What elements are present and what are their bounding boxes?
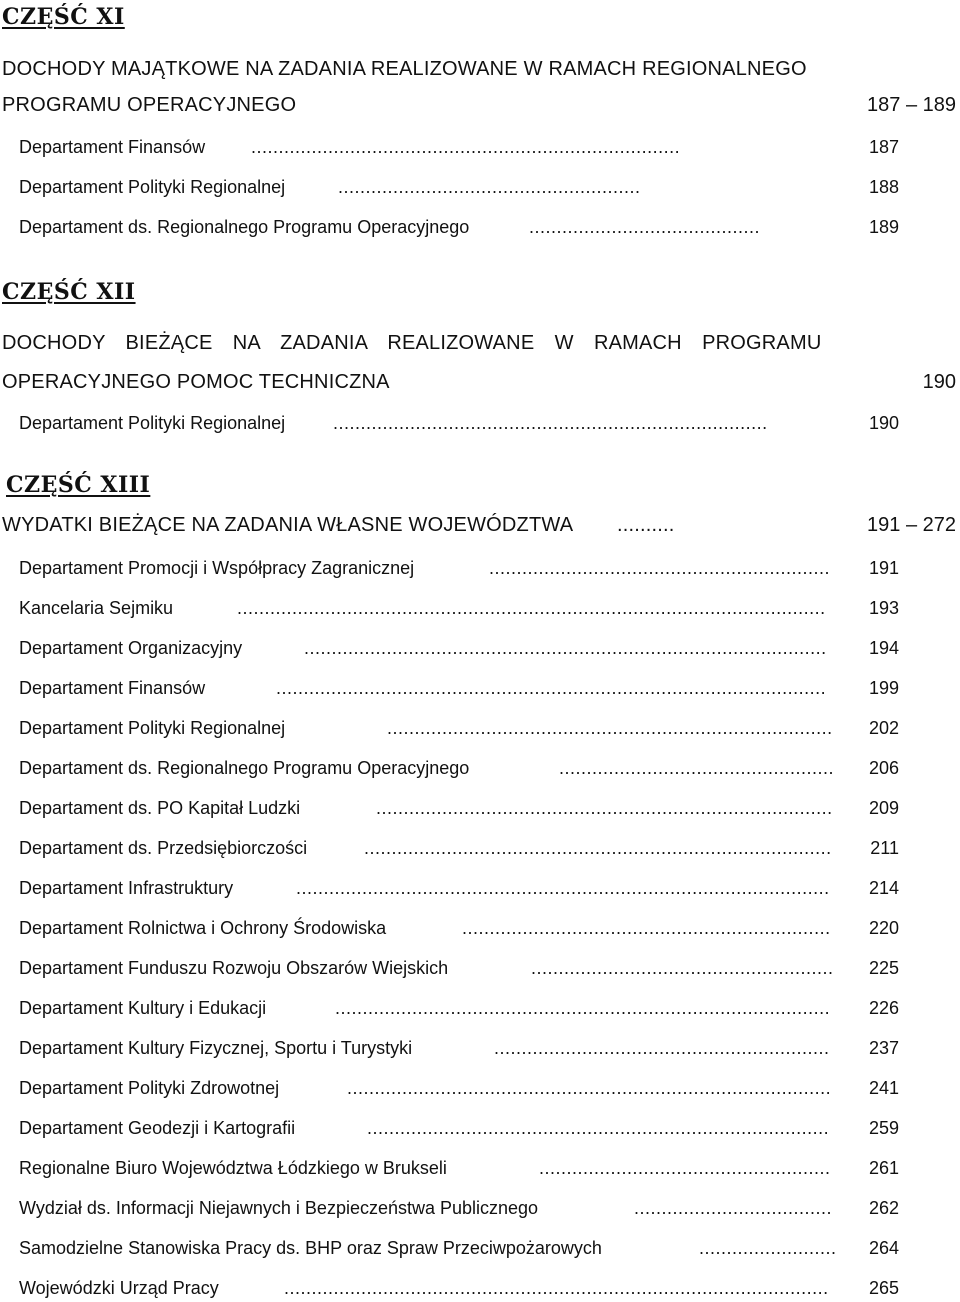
part-title-text: DOCHODY BIEŻĄCE NA ZADANIA REALIZOWANE W RAMACH PROGRAMU bbox=[2, 332, 822, 354]
toc-entry[interactable] bbox=[19, 958, 899, 982]
toc-entry[interactable] bbox=[19, 558, 899, 582]
toc-entry-label: Departament Kultury i Edukacji bbox=[19, 998, 267, 1018]
toc-entry-page: 237 bbox=[868, 1038, 899, 1058]
dot-leader: ............................................................. bbox=[494, 1038, 830, 1058]
part-heading: CZĘŚĆ XII bbox=[2, 279, 136, 305]
part-title-line bbox=[2, 332, 876, 355]
part-page-range: 191 – 272 bbox=[867, 514, 956, 536]
toc-entry-page: 225 bbox=[868, 958, 899, 978]
toc-entry-label: Wojewódzki Urząd Pracy bbox=[19, 1278, 219, 1298]
toc-entry-label: Wydział ds. Informacji Niejawnych i Bezpieczeństwa Publicznego bbox=[19, 1198, 539, 1218]
toc-entry-label: Departament Polityki Zdrowotnej bbox=[19, 1078, 280, 1098]
toc-entry[interactable] bbox=[19, 1238, 899, 1262]
toc-entry-label: Departament Finansów bbox=[19, 137, 206, 157]
toc-entry-label: Departament Finansów bbox=[19, 678, 206, 698]
toc-entry[interactable] bbox=[19, 918, 899, 942]
toc-entry-page: 261 bbox=[868, 1158, 899, 1178]
toc-entry-page: 214 bbox=[868, 878, 899, 898]
toc-entry[interactable] bbox=[19, 1078, 899, 1102]
toc-entry-label: Departament ds. PO Kapitał Ludzki bbox=[19, 798, 301, 818]
dot-leader: ................................................................................................. bbox=[296, 878, 830, 898]
dot-leader: .......... bbox=[617, 514, 675, 536]
toc-entry-page: 226 bbox=[868, 998, 899, 1018]
toc-entry[interactable] bbox=[19, 217, 899, 241]
part-page-range: 190 bbox=[922, 371, 956, 393]
dot-leader: ................................................................................... bbox=[376, 798, 833, 818]
dot-leader: ..................................................... bbox=[539, 1158, 831, 1178]
toc-entry-label: Departament ds. Przedsiębiorczości bbox=[19, 838, 308, 858]
toc-entry-label: Departament Infrastruktury bbox=[19, 878, 234, 898]
dot-leader: .......................................... bbox=[529, 217, 761, 237]
toc-entry-label: Departament ds. Regionalnego Programu Operacyjnego bbox=[19, 758, 470, 778]
dot-leader: ........................................................................................................... bbox=[237, 598, 826, 618]
toc-entry[interactable] bbox=[19, 838, 899, 862]
dot-leader: ..................................................................................... bbox=[364, 838, 832, 858]
dot-leader: ............................................................................... bbox=[333, 413, 768, 433]
toc-entry[interactable] bbox=[19, 638, 899, 662]
toc-entry[interactable] bbox=[19, 1038, 899, 1062]
toc-entry-label: Departament Rolnictwa i Ochrony Środowiska bbox=[19, 918, 387, 938]
toc-entry[interactable] bbox=[19, 177, 899, 201]
dot-leader: .................................................................................... bbox=[367, 1118, 830, 1138]
toc-entry[interactable] bbox=[19, 998, 899, 1022]
toc-entry-label: Departament Kultury Fizycznej, Sportu i Turystyki bbox=[19, 1038, 413, 1058]
toc-entry-label: Kancelaria Sejmiku bbox=[19, 598, 174, 618]
toc-entry-page: 211 bbox=[870, 838, 899, 858]
toc-entry-label: Departament Promocji i Współpracy Zagranicznej bbox=[19, 558, 415, 578]
dot-leader: ........................................................................................ bbox=[347, 1078, 832, 1098]
dot-leader: ......................... bbox=[699, 1238, 837, 1258]
part-title-line: DOCHODY MAJĄTKOWE NA ZADANIA REALIZOWANE W RAMACH REGIONALNEGO bbox=[2, 58, 807, 80]
dot-leader: ............................................................................................... bbox=[304, 638, 827, 658]
part-title-line: OPERACYJNEGO POMOC TECHNICZNA bbox=[2, 371, 390, 393]
toc-entry[interactable] bbox=[19, 798, 899, 822]
toc-entry[interactable] bbox=[19, 1158, 899, 1182]
toc-entry-label: Departament Geodezji i Kartografii bbox=[19, 1118, 296, 1138]
part-heading: CZĘŚĆ XIII bbox=[6, 472, 151, 498]
dot-leader: .................................... bbox=[634, 1198, 833, 1218]
dot-leader: .......................................................................................... bbox=[335, 998, 831, 1018]
dot-leader: ................................................................................................... bbox=[284, 1278, 829, 1298]
toc-entry[interactable] bbox=[19, 878, 899, 902]
toc-entry-page: 194 bbox=[868, 638, 899, 658]
toc-entry[interactable] bbox=[19, 598, 899, 622]
dot-leader: .............................................................. bbox=[489, 558, 831, 578]
toc-entry[interactable] bbox=[19, 1118, 899, 1142]
toc-entry-page: 209 bbox=[868, 798, 899, 818]
dot-leader: .................................................. bbox=[559, 758, 835, 778]
toc-entry-label: Departament ds. Regionalnego Programu Operacyjnego bbox=[19, 217, 470, 237]
toc-entry[interactable] bbox=[19, 758, 899, 782]
toc-entry-page: 202 bbox=[868, 718, 899, 738]
toc-entry-label: Samodzielne Stanowiska Pracy ds. BHP oraz Spraw Przeciwpożarowych bbox=[19, 1238, 602, 1258]
dot-leader: ....................................................... bbox=[338, 177, 641, 197]
part-title-line: PROGRAMU OPERACYJNEGO bbox=[2, 94, 297, 116]
toc-entry-label: Departament Polityki Regionalnej bbox=[19, 718, 286, 738]
toc-entry-page: 241 bbox=[868, 1078, 899, 1098]
toc-entry-page: 262 bbox=[868, 1198, 899, 1218]
toc-entry-label: Departament Funduszu Rozwoju Obszarów Wiejskich bbox=[19, 958, 449, 978]
dot-leader: ................................................................... bbox=[462, 918, 831, 938]
dot-leader: .............................................................................. bbox=[251, 137, 681, 157]
toc-entry[interactable] bbox=[19, 137, 899, 161]
toc-entry-page: 191 bbox=[868, 558, 899, 578]
toc-entry[interactable] bbox=[19, 1278, 899, 1302]
part-page-range: 187 – 189 bbox=[867, 94, 956, 116]
toc-entry[interactable] bbox=[19, 678, 899, 702]
dot-leader: ................................................................................. bbox=[387, 718, 833, 738]
toc-entry-page: 189 bbox=[868, 217, 899, 237]
part-heading: CZĘŚĆ XI bbox=[2, 4, 125, 30]
toc-entry[interactable] bbox=[19, 413, 899, 437]
toc-entry-label: Departament Polityki Regionalnej bbox=[19, 177, 286, 197]
toc-entry-label: Departament Organizacyjny bbox=[19, 638, 243, 658]
toc-entry-label: Departament Polityki Regionalnej bbox=[19, 413, 286, 433]
toc-entry-page: 264 bbox=[868, 1238, 899, 1258]
toc-entry-page: 259 bbox=[868, 1118, 899, 1138]
toc-entry-page: 199 bbox=[868, 678, 899, 698]
toc-entry-page: 220 bbox=[868, 918, 899, 938]
toc-entry-page: 206 bbox=[868, 758, 899, 778]
part-title-line: WYDATKI BIEŻĄCE NA ZADANIA WŁASNE WOJEWÓDZTWA bbox=[2, 514, 574, 536]
toc-entry-page: 193 bbox=[868, 598, 899, 618]
toc-entry-page: 265 bbox=[868, 1278, 899, 1298]
toc-entry-page: 190 bbox=[868, 413, 899, 433]
toc-entry[interactable] bbox=[19, 718, 899, 742]
toc-entry-page: 187 bbox=[868, 137, 899, 157]
toc-entry[interactable] bbox=[19, 1198, 899, 1222]
dot-leader: ....................................................... bbox=[531, 958, 834, 978]
toc-entry-label: Regionalne Biuro Województwa Łódzkiego w Brukseli bbox=[19, 1158, 447, 1178]
dot-leader: .................................................................................................... bbox=[276, 678, 827, 698]
toc-entry-page: 188 bbox=[868, 177, 899, 197]
